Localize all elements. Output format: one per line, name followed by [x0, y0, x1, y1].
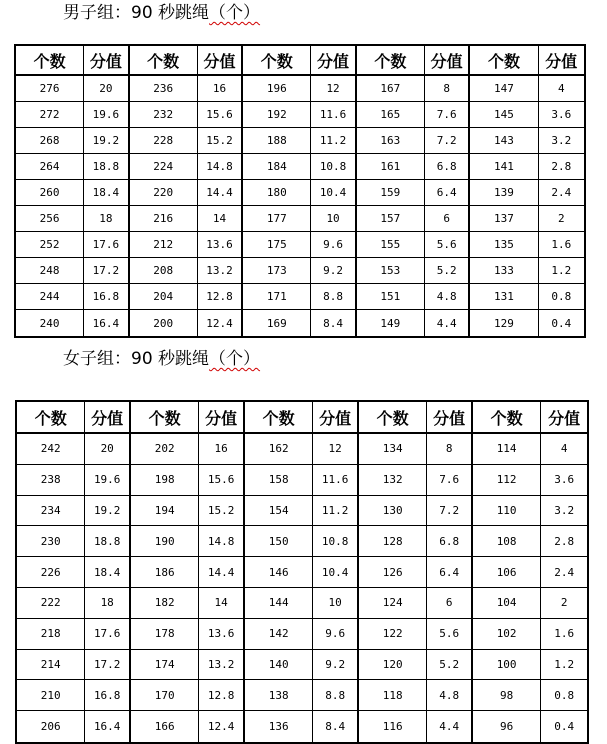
count-cell: 218: [17, 619, 85, 650]
score-cell: 8: [427, 434, 473, 465]
count-cell: 204: [130, 284, 198, 310]
count-cell: 167: [357, 76, 425, 102]
score-cell: 17.2: [84, 258, 129, 284]
count-cell: 120: [359, 650, 427, 681]
score-cell: 11.6: [313, 465, 359, 496]
column-header-count: 个数: [130, 46, 198, 76]
count-cell: 169: [243, 310, 311, 336]
column-header-count: 个数: [357, 46, 425, 76]
count-cell: 162: [245, 434, 313, 465]
score-cell: 4: [541, 434, 587, 465]
score-cell: 20: [85, 434, 131, 465]
column-header-count: 个数: [131, 402, 199, 434]
count-cell: 192: [243, 102, 311, 128]
score-cell: 9.6: [311, 232, 356, 258]
count-cell: 242: [17, 434, 85, 465]
count-cell: 240: [16, 310, 84, 336]
count-cell: 116: [359, 711, 427, 742]
count-cell: 163: [357, 128, 425, 154]
count-cell: 135: [470, 232, 538, 258]
column-header-score: 分值: [313, 402, 359, 434]
score-cell: 2: [541, 588, 587, 619]
score-cell: 2.8: [541, 526, 587, 557]
table-row: [16, 180, 584, 206]
count-cell: 149: [357, 310, 425, 336]
count-cell: 112: [473, 465, 541, 496]
score-cell: 4.4: [425, 310, 470, 336]
score-cell: 17.6: [84, 232, 129, 258]
score-cell: 2.8: [539, 154, 584, 180]
male-title-unit: （个）: [209, 3, 261, 23]
score-cell: 0.4: [551, 316, 572, 330]
score-cell: 5.2: [425, 258, 470, 284]
count-cell: 137: [470, 206, 538, 232]
table-row: [16, 76, 584, 102]
count-cell: 110: [473, 496, 541, 527]
count-cell: 194: [131, 496, 199, 527]
score-cell: 0.8: [541, 680, 587, 711]
table-row: [16, 232, 584, 258]
count-cell: 126: [359, 557, 427, 588]
count-cell: 131: [470, 284, 538, 310]
score-cell: 19.6: [84, 102, 129, 128]
score-cell: 12: [313, 434, 359, 465]
score-cell: 19.6: [85, 465, 131, 496]
count-cell: 212: [130, 232, 198, 258]
column-header-score: 分值: [198, 46, 243, 76]
score-cell: 16.8: [85, 680, 131, 711]
count-cell: 210: [17, 680, 85, 711]
score-cell: 6.8: [425, 154, 470, 180]
column-header-score: 分值: [539, 46, 584, 76]
header-row: [16, 46, 584, 76]
count-cell: 182: [131, 588, 199, 619]
table-row: [16, 310, 584, 336]
score-cell: 2: [539, 206, 584, 232]
score-cell: 20: [84, 76, 129, 102]
count-cell: 133: [470, 258, 538, 284]
score-cell: 18.8: [84, 154, 129, 180]
score-cell: 6.4: [427, 557, 473, 588]
score-cell: 16.4: [84, 310, 129, 336]
count-cell: 171: [243, 284, 311, 310]
count-cell: 130: [359, 496, 427, 527]
score-cell: 19.2: [85, 496, 131, 527]
score-cell: 9.2: [313, 650, 359, 681]
score-cell: 8.4: [313, 711, 359, 742]
count-cell: 208: [130, 258, 198, 284]
score-cell: 11.2: [311, 128, 356, 154]
score-cell: 18: [85, 588, 131, 619]
count-cell: 177: [243, 206, 311, 232]
table-row: [17, 680, 587, 711]
column-header-count: 个数: [16, 46, 84, 76]
count-cell: 145: [470, 102, 538, 128]
score-cell: 13.6: [199, 619, 245, 650]
column-header-count: 个数: [473, 402, 541, 434]
count-cell: 141: [470, 154, 538, 180]
score-cell: 18.4: [85, 557, 131, 588]
count-cell: 178: [131, 619, 199, 650]
count-cell: 256: [16, 206, 84, 232]
count-cell: 106: [473, 557, 541, 588]
count-cell: 184: [243, 154, 311, 180]
column-header-count: 个数: [470, 46, 538, 76]
score-cell: 5.6: [425, 232, 470, 258]
score-cell: 14: [199, 588, 245, 619]
score-cell: 5.2: [427, 650, 473, 681]
count-cell: 238: [17, 465, 85, 496]
column-header-count: 个数: [243, 46, 311, 76]
count-cell: 161: [357, 154, 425, 180]
count-cell: 102: [473, 619, 541, 650]
count-cell: 200: [130, 310, 198, 336]
count-cell: 173: [243, 258, 311, 284]
column-header-score: 分值: [199, 402, 245, 434]
count-cell: 154: [245, 496, 313, 527]
count-cell: 260: [16, 180, 84, 206]
table-row: [16, 284, 584, 310]
score-cell: 13.6: [198, 232, 243, 258]
count-cell: 98: [473, 680, 541, 711]
table-row: [17, 650, 587, 681]
column-header-score: 分值: [84, 46, 129, 76]
count-cell: 222: [17, 588, 85, 619]
column-header-count: 个数: [245, 402, 313, 434]
score-cell: 17.6: [85, 619, 131, 650]
score-cell: 19.2: [84, 128, 129, 154]
score-cell: 0.8: [539, 284, 584, 310]
count-cell: 272: [16, 102, 84, 128]
count-cell: 142: [245, 619, 313, 650]
count-cell: 230: [17, 526, 85, 557]
count-cell: 175: [243, 232, 311, 258]
count-cell: 234: [17, 496, 85, 527]
count-cell: 132: [359, 465, 427, 496]
count-cell: 134: [359, 434, 427, 465]
count-cell: 252: [16, 232, 84, 258]
count-cell: 158: [245, 465, 313, 496]
score-cell: 0.4: [554, 720, 575, 734]
score-cell: 9.2: [311, 258, 356, 284]
score-cell: 14.8: [198, 154, 243, 180]
score-cell: 2.4: [539, 180, 584, 206]
count-cell: 166: [131, 711, 199, 742]
female-title-text: 女子组：90 秒跳绳: [63, 349, 210, 369]
score-cell: 7.6: [427, 465, 473, 496]
score-cell: 7.2: [425, 128, 470, 154]
score-cell: 14: [198, 206, 243, 232]
count-cell: 155: [357, 232, 425, 258]
score-cell: 3.2: [539, 128, 584, 154]
count-cell: 196: [243, 76, 311, 102]
score-cell: 11.6: [311, 102, 356, 128]
score-cell: 10.8: [313, 526, 359, 557]
score-cell: 4: [539, 76, 584, 102]
score-cell: 8.8: [313, 680, 359, 711]
score-cell: 6.4: [425, 180, 470, 206]
table-row: [17, 434, 587, 465]
table-row: [16, 154, 584, 180]
count-cell: 232: [130, 102, 198, 128]
count-cell: 214: [17, 650, 85, 681]
table-row: [16, 128, 584, 154]
score-cell: 3.2: [541, 496, 587, 527]
score-cell: 14.4: [199, 557, 245, 588]
score-cell: 16.4: [85, 711, 131, 742]
score-cell: 8.8: [311, 284, 356, 310]
score-cell: 2.4: [541, 557, 587, 588]
score-cell: 7.2: [427, 496, 473, 527]
count-cell: 159: [357, 180, 425, 206]
column-header-score: 分值: [541, 402, 587, 434]
score-cell: 12.8: [199, 680, 245, 711]
female-section-title: [63, 349, 260, 369]
column-header-count: 个数: [17, 402, 85, 434]
column-header-score: 分值: [427, 402, 473, 434]
score-cell: 10: [311, 206, 356, 232]
score-cell: 10.8: [311, 154, 356, 180]
score-cell: 6: [425, 206, 470, 232]
score-cell: 15.2: [199, 496, 245, 527]
score-cell: 10: [313, 588, 359, 619]
count-cell: 174: [131, 650, 199, 681]
count-cell: 136: [245, 711, 313, 742]
male-section-title: [63, 3, 260, 23]
table-row: [17, 557, 587, 588]
count-cell: 151: [357, 284, 425, 310]
count-cell: 122: [359, 619, 427, 650]
score-cell: 12.4: [198, 310, 243, 336]
score-cell: 6.8: [427, 526, 473, 557]
score-cell: 16: [198, 76, 243, 102]
count-cell: 226: [17, 557, 85, 588]
count-cell: 129: [470, 310, 538, 336]
count-cell: 144: [245, 588, 313, 619]
count-cell: 276: [16, 76, 84, 102]
count-cell: 114: [473, 434, 541, 465]
column-header-score: 分值: [85, 402, 131, 434]
score-cell: 5.6: [427, 619, 473, 650]
score-cell: 15.6: [199, 465, 245, 496]
count-cell: 124: [359, 588, 427, 619]
header-row: [17, 402, 587, 434]
score-cell: 3.6: [541, 465, 587, 496]
count-cell: 153: [357, 258, 425, 284]
score-cell: 14.4: [198, 180, 243, 206]
score-cell: 1.2: [541, 650, 587, 681]
score-cell: 18.4: [84, 180, 129, 206]
table-row: [17, 496, 587, 527]
score-cell: 15.2: [198, 128, 243, 154]
score-cell: 1.6: [541, 619, 587, 650]
count-cell: 140: [245, 650, 313, 681]
count-cell: 224: [130, 154, 198, 180]
count-cell: 268: [16, 128, 84, 154]
score-cell: 13.2: [199, 650, 245, 681]
score-cell: 10.4: [313, 557, 359, 588]
count-cell: 138: [245, 680, 313, 711]
table-row: [16, 206, 584, 232]
count-cell: 96: [473, 711, 541, 742]
column-header-count: 个数: [359, 402, 427, 434]
count-cell: 157: [357, 206, 425, 232]
score-cell: 8.4: [311, 310, 356, 336]
score-cell: 1.2: [539, 258, 584, 284]
score-cell: 9.6: [313, 619, 359, 650]
score-cell: 15.6: [198, 102, 243, 128]
score-cell: 12.4: [199, 711, 245, 742]
count-cell: 206: [17, 711, 85, 742]
column-header-score: 分值: [425, 46, 470, 76]
count-cell: 202: [131, 434, 199, 465]
score-cell: 3.6: [539, 102, 584, 128]
table-row: [16, 258, 584, 284]
score-cell: 11.2: [313, 496, 359, 527]
score-cell: 12.8: [198, 284, 243, 310]
score-cell: 1.6: [539, 232, 584, 258]
count-cell: 165: [357, 102, 425, 128]
count-cell: 190: [131, 526, 199, 557]
table-row: [17, 465, 587, 496]
count-cell: 170: [131, 680, 199, 711]
score-cell: 18: [84, 206, 129, 232]
count-cell: 228: [130, 128, 198, 154]
score-cell: 17.2: [85, 650, 131, 681]
score-cell: 8: [425, 76, 470, 102]
count-cell: 118: [359, 680, 427, 711]
count-cell: 180: [243, 180, 311, 206]
count-cell: 147: [470, 76, 538, 102]
table-row: [16, 102, 584, 128]
count-cell: 143: [470, 128, 538, 154]
count-cell: 146: [245, 557, 313, 588]
score-cell: 14.8: [199, 526, 245, 557]
female-score-table: [15, 400, 589, 744]
score-cell: 13.2: [198, 258, 243, 284]
count-cell: 244: [16, 284, 84, 310]
score-cell: 6: [427, 588, 473, 619]
count-cell: 128: [359, 526, 427, 557]
score-cell: 7.6: [425, 102, 470, 128]
score-cell: 16.8: [84, 284, 129, 310]
count-cell: 220: [130, 180, 198, 206]
score-cell: 4.8: [425, 284, 470, 310]
count-cell: 186: [131, 557, 199, 588]
table-row: [17, 588, 587, 619]
score-cell: 12: [311, 76, 356, 102]
count-cell: 104: [473, 588, 541, 619]
score-cell: 16: [199, 434, 245, 465]
table-row: [17, 526, 587, 557]
male-title-text: 男子组：90 秒跳绳: [63, 3, 210, 23]
table-row: [17, 711, 587, 742]
count-cell: 108: [473, 526, 541, 557]
table-row: [17, 619, 587, 650]
count-cell: 150: [245, 526, 313, 557]
count-cell: 198: [131, 465, 199, 496]
count-cell: 248: [16, 258, 84, 284]
score-cell: 4.8: [427, 680, 473, 711]
column-header-score: 分值: [311, 46, 356, 76]
score-cell: 18.8: [85, 526, 131, 557]
count-cell: 100: [473, 650, 541, 681]
count-cell: 188: [243, 128, 311, 154]
female-title-unit: （个）: [209, 349, 261, 369]
count-cell: 236: [130, 76, 198, 102]
count-cell: 139: [470, 180, 538, 206]
male-score-table: [14, 44, 586, 338]
score-cell: 4.4: [427, 711, 473, 742]
count-cell: 264: [16, 154, 84, 180]
count-cell: 216: [130, 206, 198, 232]
score-cell: 10.4: [311, 180, 356, 206]
